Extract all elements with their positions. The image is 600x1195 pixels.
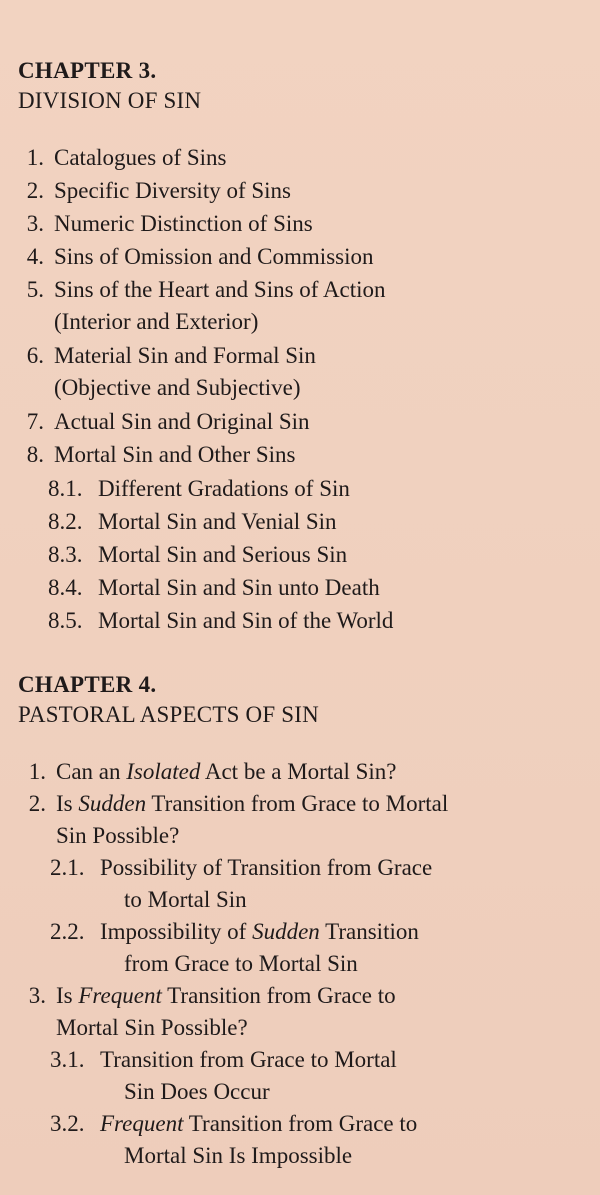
toc-subitem xyxy=(12,852,448,916)
item-text-continued: Sin Possible? xyxy=(56,823,180,848)
chapter-number: CHAPTER 3. xyxy=(18,58,157,83)
item-text-continued: to Mortal Sin xyxy=(124,887,247,912)
toc-item xyxy=(10,340,393,404)
toc-item xyxy=(12,756,448,788)
toc-item xyxy=(12,788,448,852)
toc-item xyxy=(10,142,393,174)
item-text: Mortal Sin and Venial Sin xyxy=(98,509,337,534)
item-text: Actual Sin and Original Sin xyxy=(54,409,310,434)
item-text: Specific Diversity of Sins xyxy=(54,178,291,203)
item-text: Material Sin and Formal Sin xyxy=(54,343,316,368)
item-text: Frequent Transition from Grace to xyxy=(100,1111,418,1136)
item-text: Mortal Sin and Sin of the World xyxy=(98,608,394,633)
item-text: Impossibility of Sudden Transition xyxy=(100,919,419,944)
item-text: Numeric Distinction of Sins xyxy=(54,211,313,236)
item-number: 8. xyxy=(26,442,44,467)
item-text: Mortal Sin and Serious Sin xyxy=(98,542,348,567)
toc-item xyxy=(10,241,393,273)
emphasis: Sudden xyxy=(78,791,147,816)
item-number: 8.3. xyxy=(48,542,83,567)
item-text: Sins of Omission and Commission xyxy=(54,244,374,269)
item-number: 3. xyxy=(26,211,44,236)
item-number: 8.1. xyxy=(48,476,83,501)
item-number: 3.2. xyxy=(50,1111,85,1136)
item-number: 3.1. xyxy=(50,1047,85,1072)
chapter-number: CHAPTER 4. xyxy=(18,672,157,697)
toc-subitem xyxy=(12,1044,448,1108)
toc-item xyxy=(10,439,393,471)
item-number: 3. xyxy=(28,983,46,1008)
item-text: Catalogues of Sins xyxy=(54,145,227,170)
toc-subitem xyxy=(10,506,393,538)
toc-subitem xyxy=(10,605,393,637)
item-number: 8.2. xyxy=(48,509,83,534)
item-text: Sins of the Heart and Sins of Action xyxy=(54,277,386,302)
item-text: Transition from Grace to Mortal xyxy=(100,1047,397,1072)
item-text: Different Gradations of Sin xyxy=(98,476,350,501)
item-text-continued: Sin Does Occur xyxy=(124,1079,270,1104)
item-number: 2. xyxy=(26,178,44,203)
chapter-4-heading xyxy=(18,670,319,730)
item-text: Mortal Sin and Other Sins xyxy=(54,442,296,467)
chapter-3-contents xyxy=(10,142,393,637)
toc-item xyxy=(10,175,393,207)
item-number: 8.4. xyxy=(48,575,83,600)
item-text: Mortal Sin and Sin unto Death xyxy=(98,575,380,600)
item-text-continued: (Interior and Exterior) xyxy=(54,309,259,334)
toc-item xyxy=(12,980,448,1044)
item-number: 6. xyxy=(26,343,44,368)
toc-item xyxy=(10,274,393,338)
chapter-4-contents xyxy=(12,756,448,1172)
item-text-continued: from Grace to Mortal Sin xyxy=(124,951,358,976)
item-number: 8.5. xyxy=(48,608,83,633)
toc-item xyxy=(10,208,393,240)
emphasis: Frequent xyxy=(78,983,162,1008)
chapter-3-heading xyxy=(18,56,201,116)
item-text: Possibility of Transition from Grace xyxy=(100,855,433,880)
item-number: 1. xyxy=(26,145,44,170)
item-number: 7. xyxy=(26,409,44,434)
item-number: 4. xyxy=(26,244,44,269)
toc-subitem xyxy=(10,572,393,604)
item-text: Can an Isolated Act be a Mortal Sin? xyxy=(56,759,397,784)
chapter-title: DIVISION OF SIN xyxy=(18,88,202,113)
item-text: Is Sudden Transition from Grace to Mortal xyxy=(56,791,449,816)
emphasis: Frequent xyxy=(100,1111,184,1136)
item-text-continued: (Objective and Subjective) xyxy=(54,375,301,400)
item-text: Is Frequent Transition from Grace to xyxy=(56,983,396,1008)
item-number: 1. xyxy=(28,759,46,784)
toc-item xyxy=(10,406,393,438)
item-number: 5. xyxy=(26,277,44,302)
item-text-continued: Mortal Sin Is Impossible xyxy=(124,1143,353,1168)
toc-subitem xyxy=(12,916,448,980)
item-text-continued: Mortal Sin Possible? xyxy=(56,1015,248,1040)
emphasis: Isolated xyxy=(126,759,201,784)
chapter-title: PASTORAL ASPECTS OF SIN xyxy=(18,702,319,727)
item-number: 2.1. xyxy=(50,855,85,880)
emphasis: Sudden xyxy=(252,919,320,944)
toc-subitem xyxy=(10,539,393,571)
item-number: 2. xyxy=(28,791,46,816)
toc-subitem xyxy=(12,1108,448,1172)
item-number: 2.2. xyxy=(50,919,85,944)
toc-subitem xyxy=(10,473,393,505)
